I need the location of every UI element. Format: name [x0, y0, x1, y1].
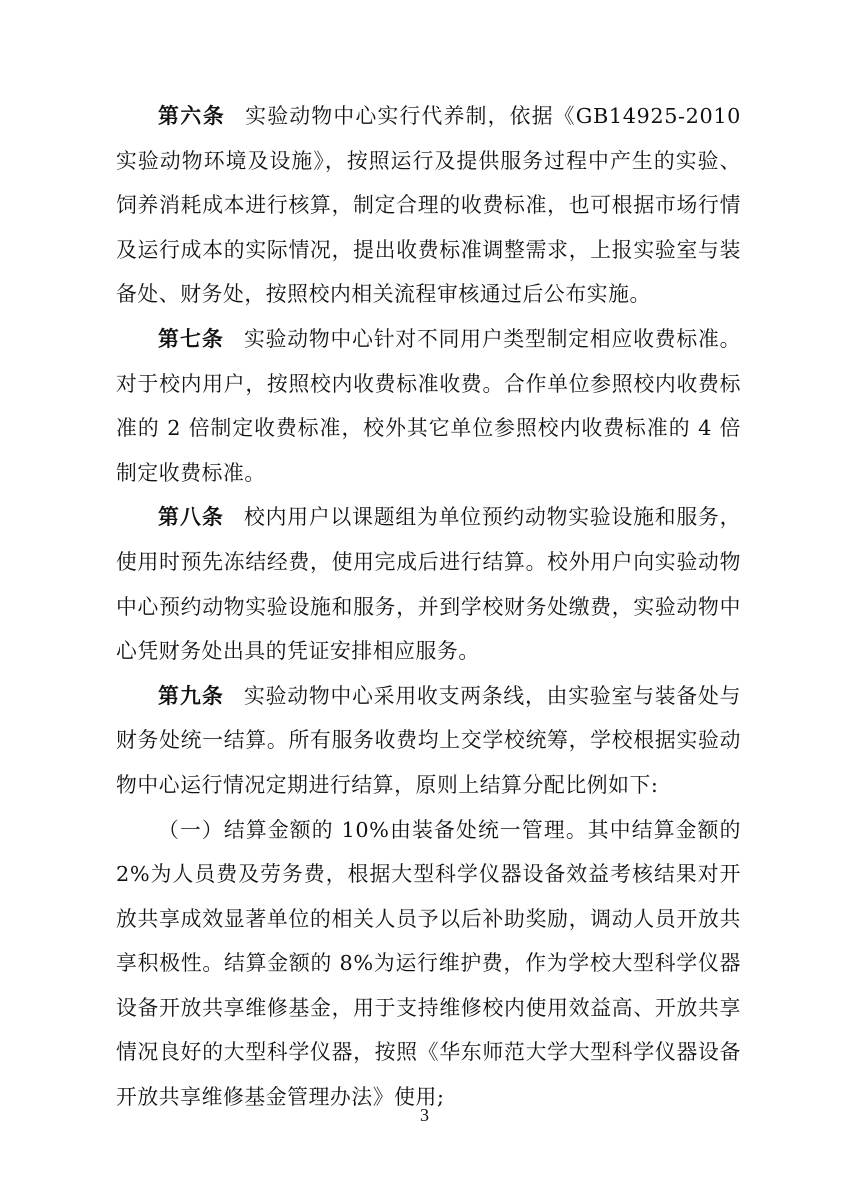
article-text: 实验动物中心采用收支两条线，由实验室与装备处与财务处统一结算。所有服务收费均上交学校统筹，学校根据实验动物中心运行情况定期进行结算，原则上结算分配比例如下: [116, 683, 741, 797]
article-title: 第六条 [158, 103, 226, 128]
sub-clause-paragraph [116, 808, 741, 1120]
article-paragraph [116, 94, 741, 317]
article-title: 第七条 [158, 325, 225, 351]
sub-clause-text: （一）结算金额的 10%由装备处统一管理。其中结算金额的2%为人员费及劳务费，根据大型科学仪器设备效益考核结果对开放共享成效显著单位的相关人员予以后补助奖励，调动人员开放共享积极性。结算金额的 8%为运行维护费，作为学校大型科学仪器设备开放共享维修基金，用于支持维修校内使用效益高、开放共享情况良好的大型科学仪器，按照《华东师范大学大型科学仪器设备开放共享维修基金管理办法》使用; [116, 817, 741, 1110]
article-text: 实验动物中心针对不同用户类型制定相应收费标准。对于校内用户，按照校内收费标准收费。合作单位参照校内收费标准的 2 倍制定收费标准，校外其它单位参照校内收费标准的 4 倍制定收费标准。 [116, 326, 741, 485]
article-paragraph [116, 317, 741, 495]
article-paragraph [116, 674, 741, 808]
article-text: 实验动物中心实行代养制，依据《GB14925-2010实验动物环境及设施》，按照运行及提供服务过程中产生的实验、饲养消耗成本进行核算，制定合理的收费标准，也可根据市场行情及运行成本的实际情况，提出收费标准调整需求，上报实验室与装备处、财务处，按照校内相关流程审核通过后公布实施。 [116, 104, 741, 307]
article-title: 第九条 [158, 682, 225, 708]
page-number: 3 [420, 1105, 429, 1125]
document-body [116, 94, 741, 1120]
article-paragraph [116, 495, 741, 673]
article-text: 校内用户以课题组为单位预约动物实验设施和服务，使用时预先冻结经费，使用完成后进行结算。校外用户向实验动物中心预约动物实验设施和服务，并到学校财务处缴费，实验动物中心凭财务处出具的凭证安排相应服务。 [116, 505, 741, 664]
article-title: 第八条 [158, 504, 225, 530]
